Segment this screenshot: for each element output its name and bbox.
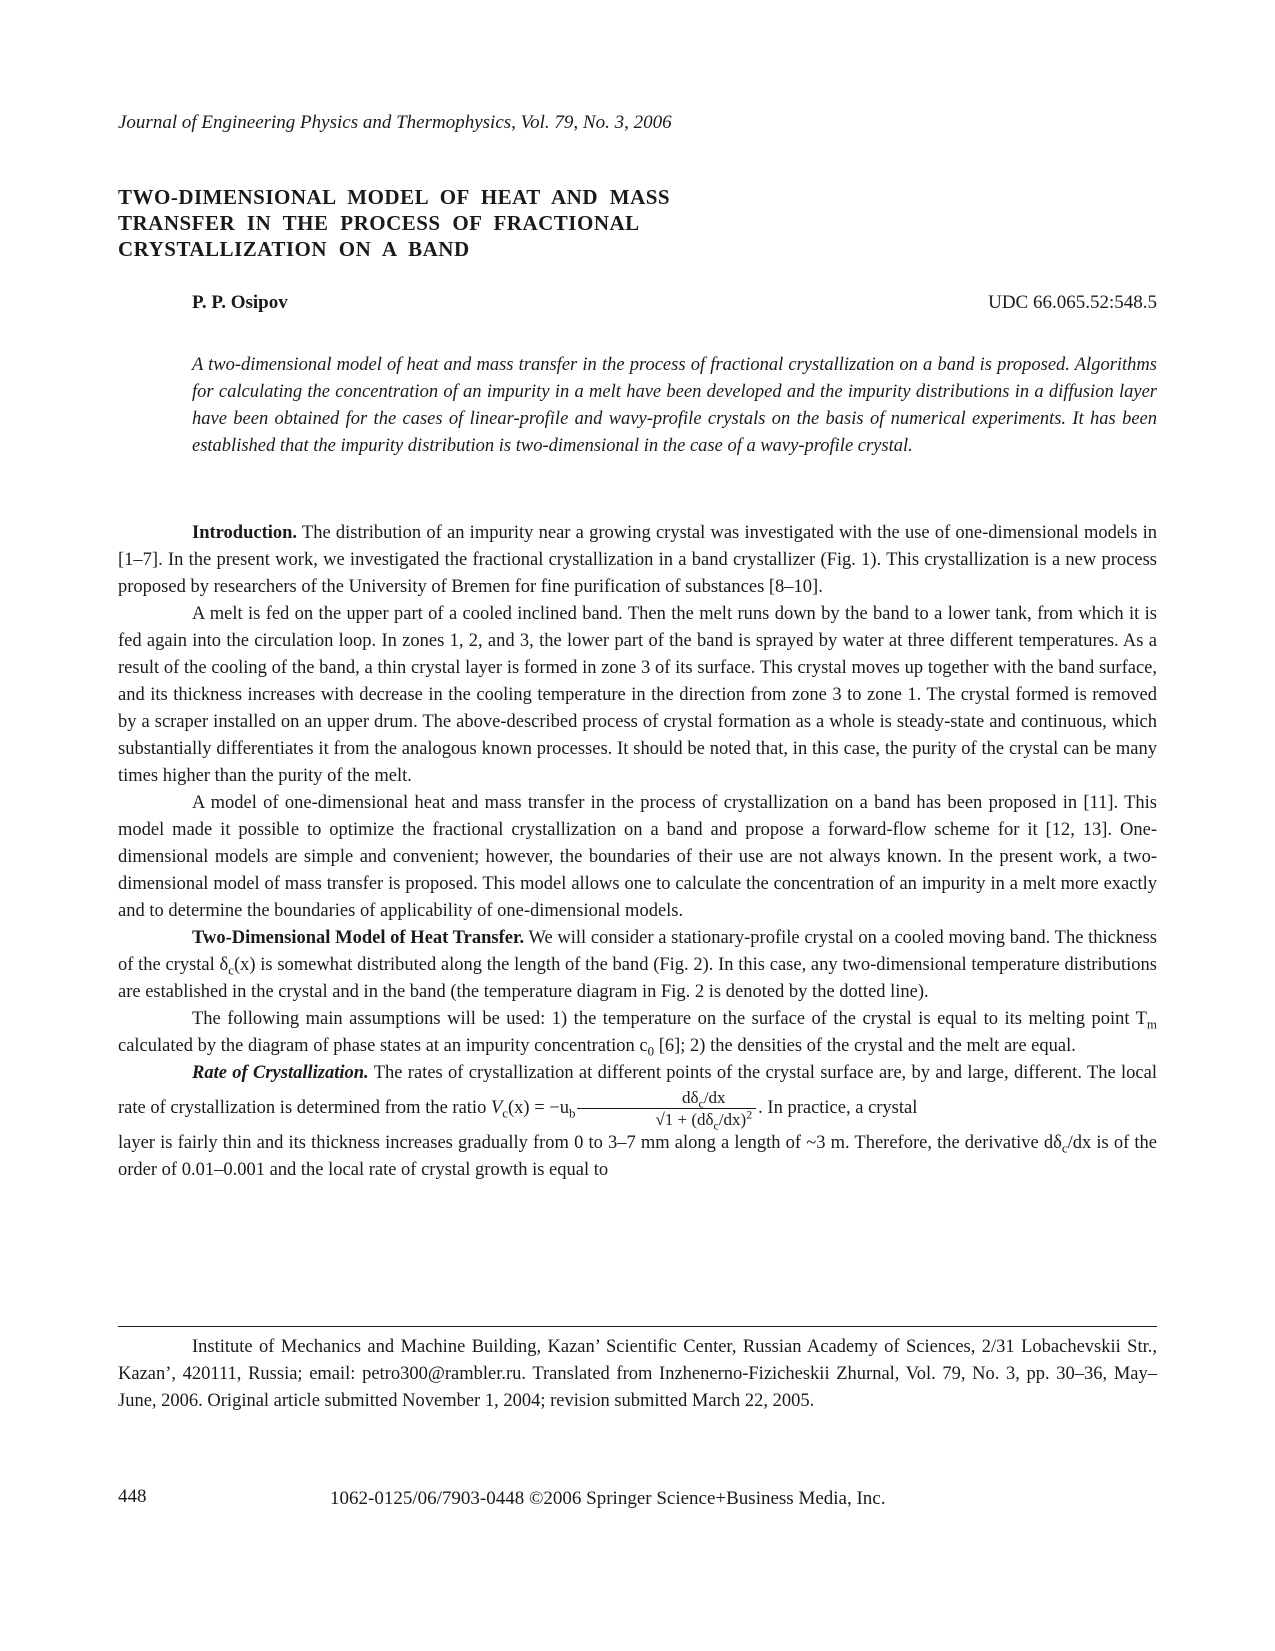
copyright-line: 1062-0125/06/7903-0448 ©2006 Springer Science+Business Media, Inc. (330, 1488, 886, 1509)
formula-fraction: $\frac{d\delta_c/dx}{√1 + (d\delta_c/dx)^2}$ (577, 1087, 756, 1130)
subscript: c (1061, 1140, 1068, 1156)
section-heading-rate: Rate of Crystallization. (192, 1063, 369, 1083)
footnote-text: Institute of Mechanics and Machine Building, Kazan’ Scientific Center, Russian Academy of Sciences, 2/31 Lobachevskii Str., Kazan’, 420111, Russia; email: petro300@rambler.ru. Translated from Inzhenerno-Fizicheskii Zhurnal, Vol. 79, No. 3, pp. 30–36, May–June, 2006. Original article submitted November 1, 2004; revision submitted March 22, 2005. (118, 1337, 1157, 1411)
paragraph-text: The following main assumptions will be used: 1) the temperature on the surface of the crystal is equal to its melting point T (192, 1009, 1147, 1029)
paragraph-text: . In practice, a crystal (758, 1097, 918, 1118)
subscript: m (1146, 1016, 1157, 1032)
paragraph-text: The rates of crystallization at different points of the crystal surface are, by and large, different. The local rate of crystallization is determined from the ratio (118, 1063, 1157, 1118)
inline-formula: $V_c(x) = -u_b$ $\frac{d\delta_c/dx}{√1 + (d\delta_c/dx)^2}$ (491, 1098, 758, 1118)
paragraph: A melt is fed on the upper part of a cooled inclined band. Then the melt runs down by the band to a lower tank, from which it is fed again into the circulation loop. In zones 1, 2, and 3, the lower part of the band is sprayed by water at three different temperatures. As a result of the cooling of the band, a thin crystal layer is formed in zone 3 of its surface. This crystal moves up together with the band surface, and its thickness increases with decrease in the cooling temperature in the direction from zone 3 to zone 1. The crystal formed is removed by a scraper installed on an upper drum. The above-described process of crystal formation as a whole is steady-state and continuous, which substantially differentiates it from the analogous known processes. It should be noted that, in this case, the purity of the crystal can be many times higher than the purity of the melt. (118, 604, 1157, 786)
paragraph-heat-transfer (118, 925, 1157, 1006)
subscript: 0 (647, 1043, 655, 1059)
paragraph-text: layer is fairly thin and its thickness increases gradually from 0 to 3–7 mm along a length of ~3 m. Therefore, the derivative dδ (118, 1133, 1062, 1153)
affiliation-footnote (118, 1334, 1157, 1415)
section-heading-introduction: Introduction. (192, 523, 298, 543)
title-line: CRYSTALLIZATION ON A BAND (118, 237, 470, 261)
footnote-divider (118, 1326, 1157, 1327)
paragraph-text: [6]; 2) the densities of the crystal and the melt are equal. (654, 1036, 1076, 1056)
paragraph-continued (118, 1130, 1157, 1184)
journal-citation: Journal of Engineering Physics and Thermophysics, Vol. 79, No. 3, 2006 (118, 112, 672, 133)
section-heading-heat-transfer: Two-Dimensional Model of Heat Transfer. (192, 928, 525, 948)
article-body (118, 520, 1157, 1184)
udc-code: UDC 66.065.52:548.5 (988, 292, 1157, 313)
author-name: P. P. Osipov (192, 292, 288, 313)
paragraph-text: We will consider a stationary-profile crystal on a cooled moving band. The thickness of the crystal δ (118, 928, 1158, 975)
paragraph: A model of one-dimensional heat and mass transfer in the process of crystallization on a band has been proposed in [11]. This model made it possible to optimize the fractional crystallization on a band and propose a forward-flow scheme for it [12, 13]. One-dimensional models are simple and convenient; however, the boundaries of their use are not always known. In the present work, a two-dimensional model of mass transfer is proposed. This model allows one to calculate the concentration of an impurity in a melt more exactly and to determine the boundaries of applicability of one-dimensional models. (118, 793, 1157, 921)
paragraph-introduction (118, 520, 1157, 601)
title-line: TWO-DIMENSIONAL MODEL OF HEAT AND MASS (118, 185, 671, 209)
article-title (118, 184, 738, 262)
paragraph-text: calculated by the diagram of phase states at an impurity concentration c (118, 1036, 648, 1056)
title-line: TRANSFER IN THE PROCESS OF FRACTIONAL (118, 211, 640, 235)
paragraph-text: /dx is of the order of 0.01–0.001 and the local rate of crystal growth is equal to (118, 1133, 1157, 1180)
abstract: A two-dimensional model of heat and mass transfer in the process of fractional crystallization on a band is proposed. Algorithms for calculating the concentration of an impurity in a melt have been developed and the impurity distributions in a diffusion layer have been obtained for the cases of linear-profile and wavy-profile crystals on the basis of numerical experiments. It has been established that the impurity distribution is two-dimensional in the case of a wavy-profile crystal. (192, 355, 1157, 456)
paragraph-text: (x) is somewhat distributed along the length of the band (Fig. 2). In this case, any two-dimensional temperature distributions are established in the crystal and in the band (the temperature diagram in Fig. 2 is denoted by the dotted line). (118, 955, 1157, 1002)
paragraph-rate (118, 1060, 1157, 1133)
subscript: c (228, 962, 234, 978)
paragraph-text: The distribution of an impurity near a growing crystal was investigated with the use of one-dimensional models in [1–7]. In the present work, we investigated the fractional crystallization in a band crystallizer (Fig. 1). This crystallization is a new process proposed by researchers of the University of Bremen for fine purification of substances [8–10]. (118, 523, 1157, 597)
paragraph-assumptions (118, 1006, 1157, 1060)
page-number: 448 (118, 1486, 147, 1507)
